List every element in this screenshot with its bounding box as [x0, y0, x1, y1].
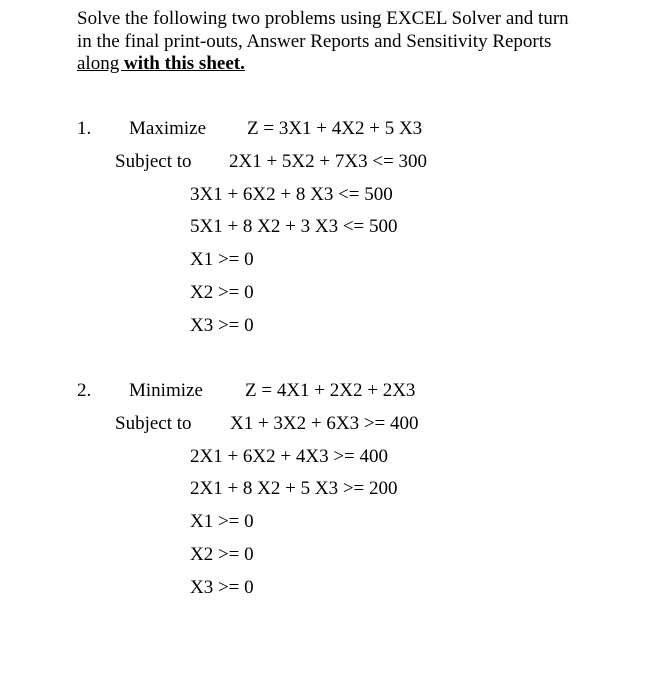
optimization-type: Maximize: [129, 118, 207, 139]
constraint: X1 >= 0: [190, 511, 254, 532]
subject-to-label: Subject to: [115, 413, 192, 434]
instructions-line-1: Solve the following two problems using EXCEL Solver and turn: [77, 8, 569, 29]
constraint: 3X1 + 6X2 + 8 X3 <= 500: [190, 184, 393, 205]
constraint: 2X1 + 8 X2 + 5 X3 >= 200: [190, 478, 398, 499]
subject-to-label: Subject to: [115, 151, 192, 172]
constraint: X2 >= 0: [190, 544, 254, 565]
constraint: 2X1 + 6X2 + 4X3 >= 400: [190, 446, 389, 467]
instructions-bold-text: with this sheet.: [123, 53, 245, 74]
instructions-underlined-text: along: [77, 53, 124, 74]
constraint: X1 + 3X2 + 6X3 >= 400: [230, 413, 419, 434]
problem-number: 2.: [77, 380, 92, 401]
instructions-line-2: in the final print-outs, Answer Reports and Sensitivity Reports: [77, 30, 552, 52]
optimization-type: Minimize: [129, 380, 203, 401]
constraint: X3 >= 0: [190, 315, 254, 336]
instructions-line-3: [77, 53, 597, 76]
constraint: X3 >= 0: [190, 577, 254, 598]
constraint: X1 >= 0: [190, 249, 254, 270]
constraint: 5X1 + 8 X2 + 3 X3 <= 500: [190, 216, 398, 237]
problem-number: 1.: [77, 118, 92, 139]
constraint: 2X1 + 5X2 + 7X3 <= 300: [229, 151, 428, 172]
objective-function: Z = 4X1 + 2X2 + 2X3: [245, 380, 416, 401]
constraint: X2 >= 0: [190, 282, 254, 303]
instructions-paragraph: [77, 8, 597, 76]
objective-function: Z = 3X1 + 4X2 + 5 X3: [247, 118, 423, 139]
